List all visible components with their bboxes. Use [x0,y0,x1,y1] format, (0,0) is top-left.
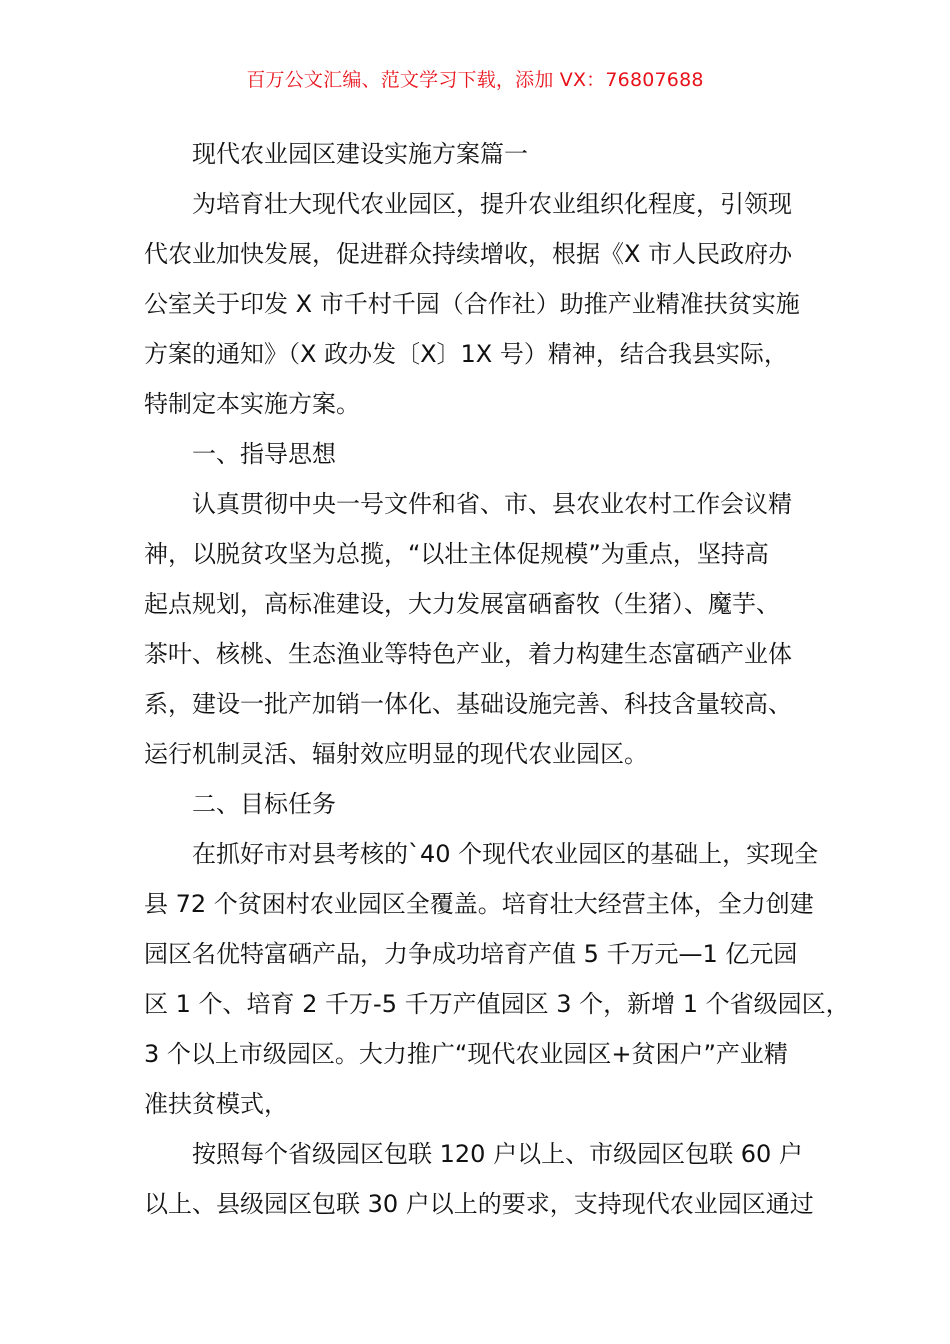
paragraph-line: 区 1 个、培育 2 千万-5 千万产值园区 3 个，新增 1 个省级园区， [144,990,850,1018]
section-heading-guiding-ideology: 一、指导思想 [192,440,336,468]
paragraph-line: 以上、县级园区包联 30 户以上的要求，支持现代农业园区通过 [144,1190,814,1218]
paragraph-line: 系，建设一批产加销一体化、基础设施完善、科技含量较高、 [144,690,792,718]
paragraph-line: 代农业加快发展，促进群众持续增收，根据《X 市人民政府办 [144,240,793,268]
paragraph-line: 园区名优特富硒产品，力争成功培育产值 5 千万元—1 亿元园 [144,940,798,968]
paragraph-line: 运行机制灵活、辐射效应明显的现代农业园区。 [144,740,648,768]
paragraph-line: 特制定本实施方案。 [144,390,360,418]
paragraph-line: 方案的通知》（X 政办发〔X〕1X 号）精神，结合我县实际， [144,340,788,368]
document-title: 现代农业园区建设实施方案篇一 [192,140,528,168]
paragraph-line: 按照每个省级园区包联 120 户以上、市级园区包联 60 户 [192,1140,803,1168]
paragraph-line: 3 个以上市级园区。大力推广“现代农业园区+贫困户”产业精 [144,1040,788,1068]
paragraph-line: 公室关于印发 X 市千村千园（合作社）助推产业精准扶贫实施 [144,290,800,318]
paragraph-line: 县 72 个贫困村农业园区全覆盖。培育壮大经营主体，全力创建 [144,890,814,918]
section-heading-goals-tasks: 二、目标任务 [192,790,336,818]
paragraph-line: 神，以脱贫攻坚为总揽，“以壮主体促规模”为重点，坚持高 [144,540,769,568]
paragraph-line: 茶叶、核桃、生态渔业等特色产业，着力构建生态富硒产业体 [144,640,792,668]
paragraph-line: 认真贯彻中央一号文件和省、市、县农业农村工作会议精 [192,490,792,518]
paragraph-line: 在抓好市对县考核的`40 个现代农业园区的基础上，实现全 [192,840,819,868]
document-body [144,136,850,1236]
paragraph-line: 为培育壮大现代农业园区，提升农业组织化程度，引领现 [192,190,792,218]
header-banner: 百万公文汇编、范文学习下载，添加 VX：76807688 [246,69,704,91]
paragraph-line: 准扶贫模式， [144,1090,288,1118]
paragraph-line: 起点规划，高标准建设，大力发展富硒畜牧（生猪）、魔芋、 [144,590,780,618]
